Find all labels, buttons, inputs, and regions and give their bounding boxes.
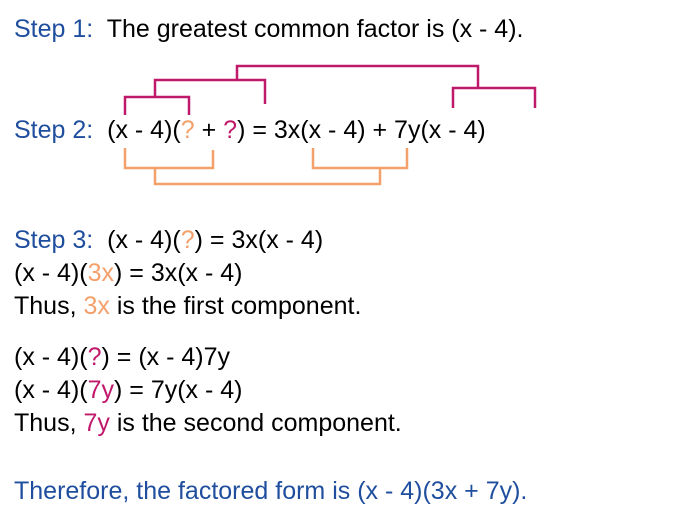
step3-l1-unknown: ? xyxy=(180,226,195,254)
7y-term-bracket xyxy=(453,88,535,108)
step2-second-unknown: ? xyxy=(223,116,238,144)
q2-top-link xyxy=(155,80,265,104)
step3-l2-a: (x - 4)( xyxy=(14,259,88,287)
step3-l4-b: ) = (x - 4)7y xyxy=(101,343,231,371)
step3-l4-a: (x - 4)( xyxy=(14,343,88,371)
step3-l5-a: (x - 4)( xyxy=(14,376,88,404)
step1-label: Step 1: xyxy=(14,15,94,43)
first-component-brackets xyxy=(125,148,407,184)
step2-label: Step 2: xyxy=(14,116,94,144)
step3-line6 xyxy=(14,408,402,438)
step3-l2-value: 3x xyxy=(87,259,115,287)
step3-line4 xyxy=(14,342,230,372)
step3-l5-value: 7y xyxy=(87,376,115,404)
step2-gcf: (x - 4)( xyxy=(107,116,181,144)
step3-l3-b: is the first component. xyxy=(109,292,362,320)
3x-term-bracket xyxy=(313,148,407,168)
step3-l6-a: Thus, xyxy=(14,409,84,437)
second-component-brackets xyxy=(125,66,535,115)
step3-line2 xyxy=(14,258,243,288)
step3-line1 xyxy=(14,225,323,255)
step2-line xyxy=(14,115,486,145)
step2-first-unknown: ? xyxy=(180,116,195,144)
step3-l4-unknown: ? xyxy=(87,343,102,371)
step3-l1-a: (x - 4)( xyxy=(107,226,181,254)
step3-l2-b: ) = 3x(x - 4) xyxy=(114,259,243,287)
top-connector xyxy=(237,66,478,88)
step2-rest: ) = 3x(x - 4) + 7y(x - 4) xyxy=(237,116,486,144)
step1-text: The greatest common factor is (x - 4). xyxy=(106,15,524,43)
step3-line5 xyxy=(14,375,243,405)
step3-l1-b: ) = 3x(x - 4) xyxy=(194,226,324,254)
step2-plus: + xyxy=(194,116,224,144)
bottom-connector xyxy=(155,168,380,184)
step3-l5-b: ) = 7y(x - 4) xyxy=(114,376,243,404)
second-component-value: 7y xyxy=(83,409,110,437)
step3-l6-b: is the second component. xyxy=(109,409,402,437)
step3-label: Step 3: xyxy=(14,226,94,254)
step3-l3-a: Thus, xyxy=(14,292,84,320)
conclusion: Therefore, the factored form is (x - 4)(3x + 7y). xyxy=(14,477,528,505)
step3-line3 xyxy=(14,291,361,321)
gcf-q1-bottom-bracket xyxy=(125,148,213,168)
gcf-top-bracket xyxy=(125,97,189,115)
first-component-value: 3x xyxy=(83,292,110,320)
